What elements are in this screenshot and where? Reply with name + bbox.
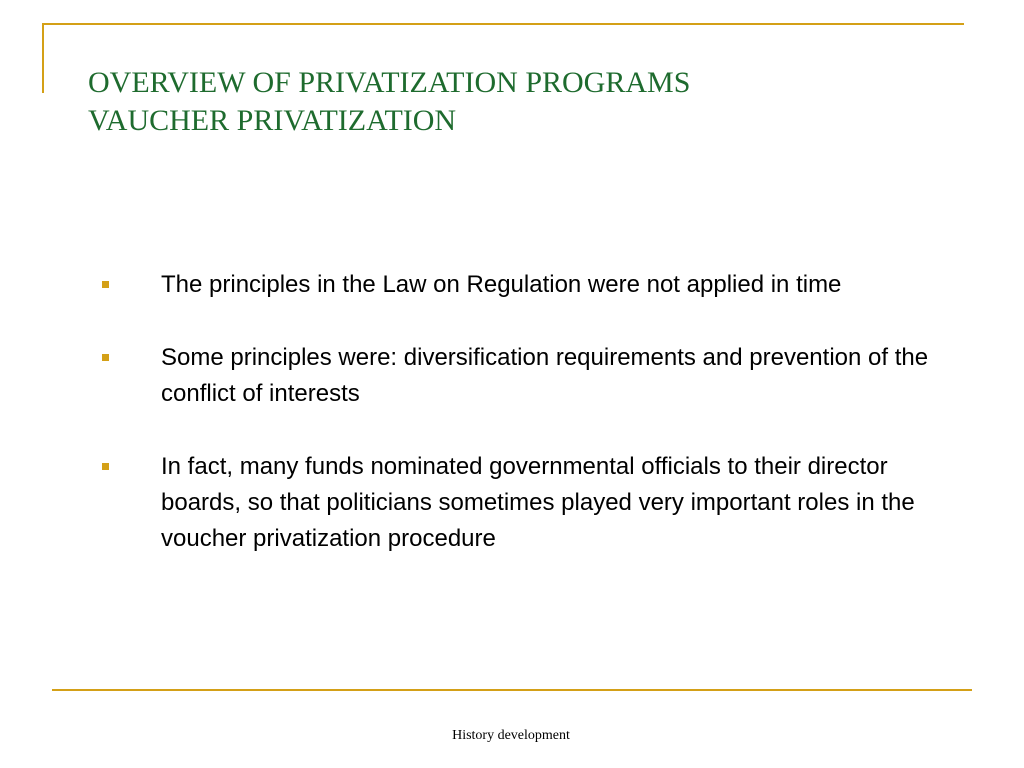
slide-title-line-2: VAUCHER PRIVATIZATION xyxy=(88,104,457,137)
bullet-list xyxy=(100,267,970,594)
slide-title-line-1: OVERVIEW OF PRIVATIZATION PROGRAMS xyxy=(88,66,691,99)
footer-text: History development xyxy=(452,728,570,743)
top-divider-line xyxy=(42,23,964,25)
square-bullet-icon xyxy=(102,463,109,470)
square-bullet-icon xyxy=(102,354,109,361)
bullet-text: The principles in the Law on Regulation were not applied in time xyxy=(161,271,842,298)
slide-title xyxy=(88,64,948,140)
bullet-text: In fact, many funds nominated governmental officials to their director boards, so that politicians sometimes played very important roles in the voucher privatization procedure xyxy=(161,453,915,552)
bullet-text: Some principles were: diversification requirements and prevention of the conflict of interests xyxy=(161,344,929,407)
bullet-item xyxy=(100,449,970,557)
bottom-divider-line xyxy=(52,689,972,691)
bullet-item xyxy=(100,267,970,303)
square-bullet-icon xyxy=(102,281,109,288)
left-accent-line xyxy=(42,23,44,93)
bullet-item xyxy=(100,340,970,412)
